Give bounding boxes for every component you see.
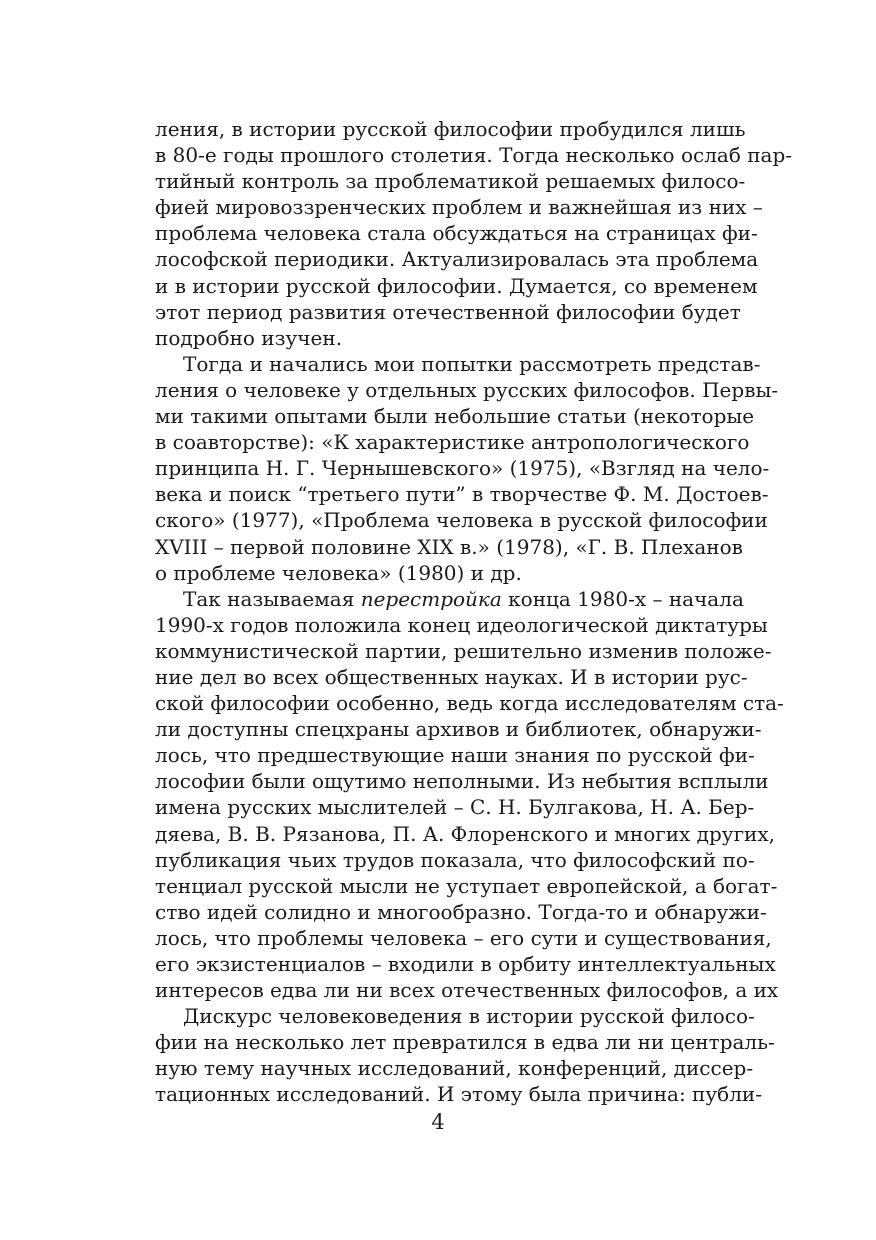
text-line: лось, что предшествующие наши знания по русской фи- xyxy=(155,743,755,768)
text-line: дяева, В. В. Рязанова, П. А. Флоренского и многих других, xyxy=(155,821,776,846)
text-line: фии на несколько лет превратился в едва ли ни централь- xyxy=(155,1030,775,1055)
paragraph-3 xyxy=(155,586,784,1004)
text-line: ления, в истории русской философии пробудился лишь xyxy=(155,117,746,141)
text-line: ли доступны спецхраны архивов и библиотек, обнаружи- xyxy=(155,717,762,742)
text-line: публикация чьих трудов показала, что философский по- xyxy=(155,847,755,872)
text-line: XVIII – первой половине XIX в.» (1978), «Г. В. Плеханов xyxy=(155,534,743,559)
text-line: тенциал русской мысли не уступает европейской, а богат- xyxy=(155,873,778,898)
text-line: коммунистической партии, решительно изменив положе- xyxy=(155,638,772,663)
text-line: ления о человеке у отдельных русских философов. Первы- xyxy=(155,377,779,402)
text-line: о проблеме человека» (1980) и др. xyxy=(155,560,522,585)
text-line: подробно изучен. xyxy=(155,325,343,350)
text-line: тационных исследований. И этому была причина: публи- xyxy=(155,1082,762,1107)
paragraph-1 xyxy=(155,116,793,351)
text-line xyxy=(155,586,744,612)
text-line: Дискурс человековедения в истории русской филосо- xyxy=(183,1004,755,1029)
text-line: 1990-х годов положила конец идеологической диктатуры xyxy=(155,612,768,637)
text-line: века и поиск “третьего пути” в творчестве Ф. М. Достоев- xyxy=(155,482,769,507)
text-line: и в истории русской философии. Думается, со временем xyxy=(155,273,758,298)
text-line: проблема человека стала обсуждаться на страницах фи- xyxy=(155,221,758,246)
text-line: фией мировоззренческих проблем и важнейшая из них – xyxy=(155,195,763,220)
paragraph-2 xyxy=(155,351,779,586)
text-line: его экзистенциалов – входили в орбиту интеллектуальных xyxy=(155,952,776,976)
text-line: ство идей солидно и многообразно. Тогда-то и обнаружи- xyxy=(155,899,767,924)
text-run: конца 1980-х – начала xyxy=(501,586,744,611)
text-line: в соавторстве): «К характеристике антропологического xyxy=(155,430,750,455)
text-line: интересов едва ли ни всех отечественных философов, а их xyxy=(155,978,779,1003)
body-text xyxy=(155,116,793,1108)
paragraph-4 xyxy=(155,1003,775,1107)
text-line: этот период развития отечественной философии будет xyxy=(155,299,741,324)
text-run: Так называемая xyxy=(183,586,361,611)
text-line: ную тему научных исследований, конференций, диссер- xyxy=(155,1056,754,1081)
text-line: лось, что проблемы человека – его сути и существования, xyxy=(155,925,772,950)
text-line: имена русских мыслителей – С. Н. Булгакова, Н. А. Бер- xyxy=(155,795,755,820)
text-line: ского» (1977), «Проблема человека в русской философии xyxy=(155,508,768,533)
italic-term: перестройка xyxy=(360,586,502,611)
text-line: ние дел во всех общественных науках. И в истории рус- xyxy=(155,664,748,689)
text-line: лософии были ощутимо неполными. Из небытия всплыли xyxy=(155,769,769,794)
text-line: тийный контроль за проблематикой решаемых филосо- xyxy=(155,169,746,194)
text-line: в 80-е годы прошлого столетия. Тогда несколько ослаб пар- xyxy=(155,143,793,168)
text-line: ской философии особенно, ведь когда исследователям ста- xyxy=(155,691,784,716)
page-number: 4 xyxy=(431,1110,445,1134)
text-line: принципа Н. Г. Чернышевского» (1975), «Взгляд на чело- xyxy=(155,456,770,481)
text-line: Тогда и начались мои попытки рассмотреть представ- xyxy=(183,351,761,376)
text-line: ми такими опытами были небольшие статьи (некоторые xyxy=(155,404,755,429)
text-line: лософской периодики. Актуализировалась эта проблема xyxy=(155,247,759,272)
